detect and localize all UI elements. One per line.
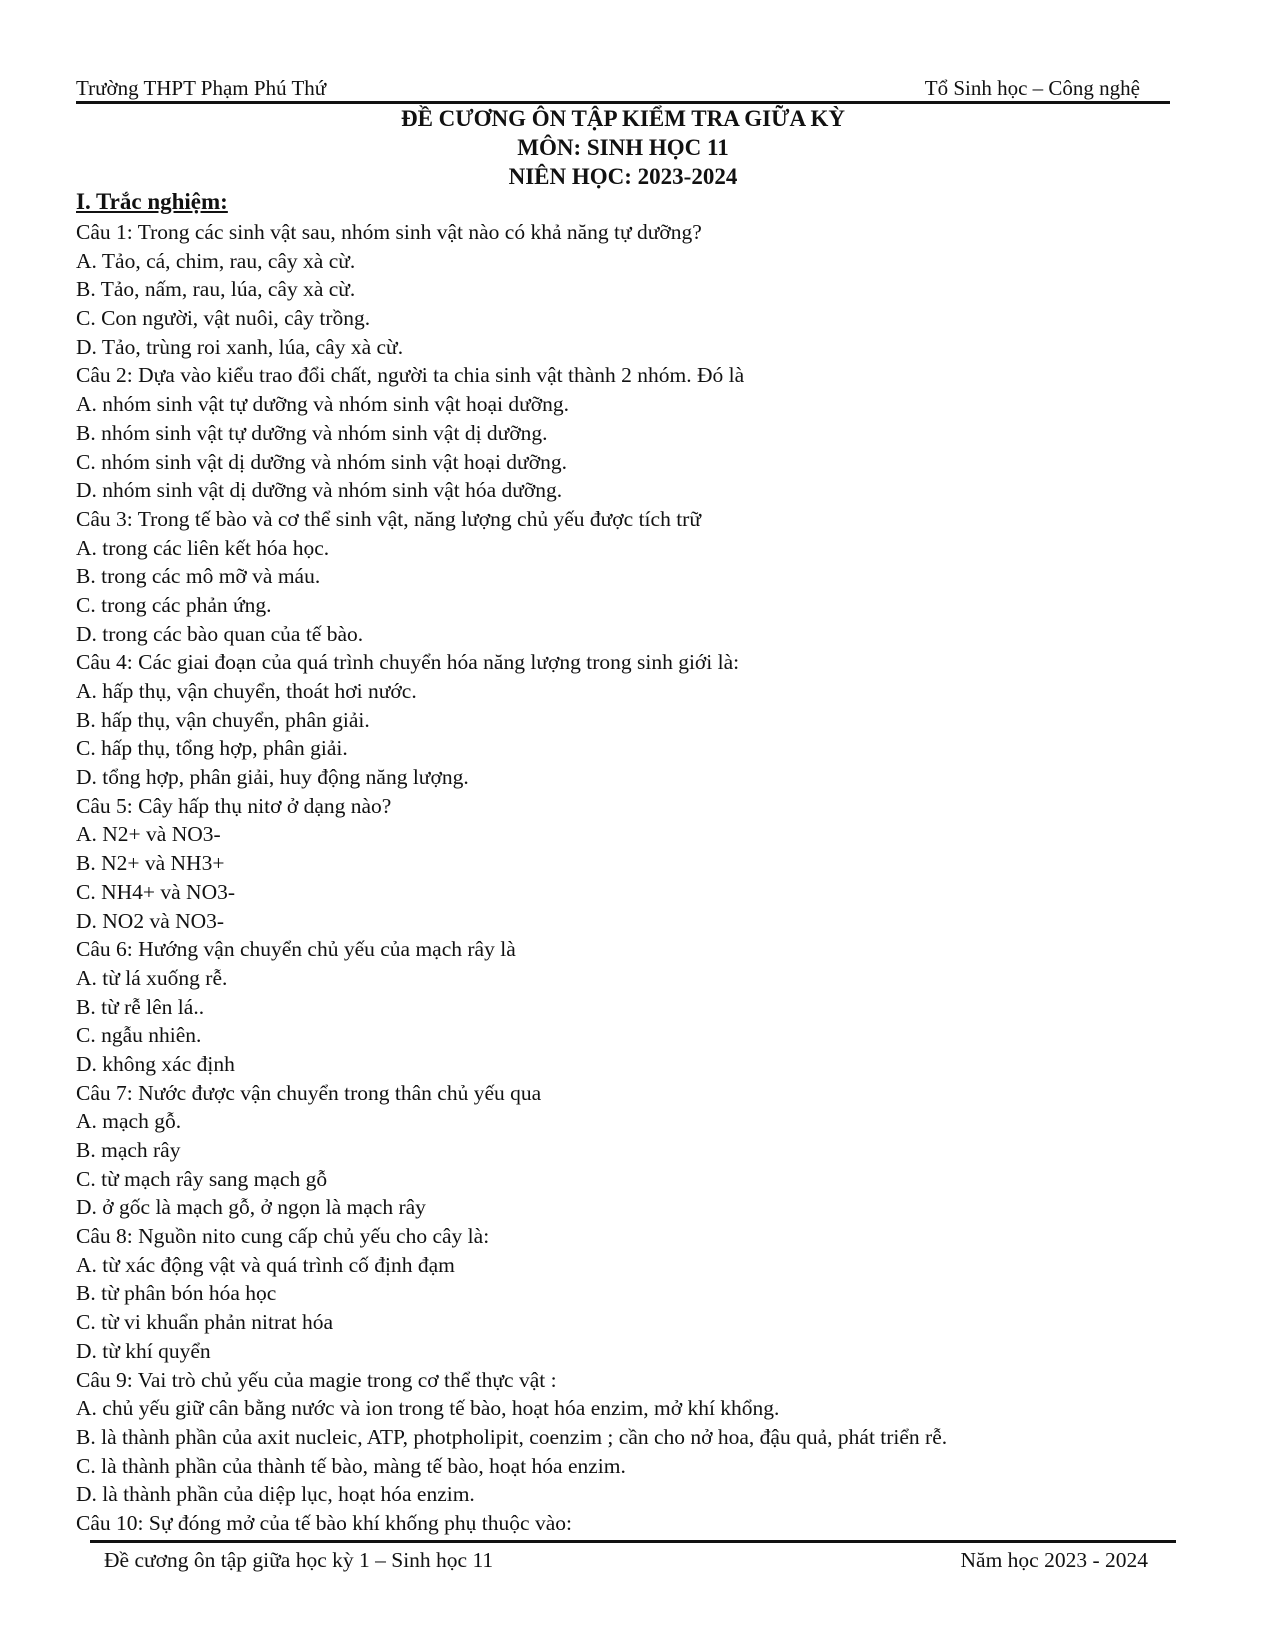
department-name: Tổ Sinh học – Công nghệ [924, 76, 1140, 100]
footer-school-year: Năm học 2023 - 2024 [960, 1548, 1148, 1572]
answer-option-line: D. tổng hợp, phân giải, huy động năng lượng. [76, 765, 469, 790]
answer-option-line: C. Con người, vật nuôi, cây trồng. [76, 306, 371, 331]
answer-option-line: D. NO2 và NO3- [76, 908, 225, 933]
answer-option-line: D. là thành phần của diệp lục, hoạt hóa enzim. [76, 1482, 475, 1507]
question-line: Câu 8: Nguồn nito cung cấp chủ yếu cho cây là: [76, 1224, 490, 1249]
answer-option-line: D. trong các bào quan của tế bào. [76, 621, 364, 646]
answer-option-line: C. hấp thụ, tổng hợp, phân giải. [76, 736, 348, 761]
answer-option-line: B. Tảo, nấm, rau, lúa, cây xà cừ. [76, 277, 356, 302]
answer-option-line: B. nhóm sinh vật tự dưỡng và nhóm sinh vật dị dưỡng. [76, 420, 548, 445]
answer-option-line: A. trong các liên kết hóa học. [76, 535, 330, 560]
answer-option-line: C. NH4+ và NO3- [76, 879, 236, 904]
question-line: Câu 3: Trong tế bào và cơ thể sinh vật, năng lượng chủ yếu được tích trữ [76, 506, 701, 531]
answer-option-line: C. trong các phản ứng. [76, 592, 272, 617]
title-line-3: NIÊN HỌC: 2023-2024 [508, 164, 738, 189]
answer-option-line: D. nhóm sinh vật dị dưỡng và nhóm sinh vật hóa dưỡng. [76, 478, 563, 503]
answer-option-line: B. là thành phần của axit nucleic, ATP, photpholipit, coenzim ; cần cho nở hoa, đậu quả, phát triển rễ. [76, 1424, 948, 1449]
answer-option-line: C. từ mạch rây sang mạch gỗ [76, 1166, 328, 1191]
footer-document-name: Đề cương ôn tập giữa học kỳ 1 – Sinh học 11 [104, 1548, 494, 1572]
answer-option-line: D. ở gốc là mạch gỗ, ở ngọn là mạch rây [76, 1195, 426, 1220]
answer-option-line: B. mạch rây [76, 1138, 181, 1162]
answer-option-line: B. trong các mô mỡ và máu. [76, 564, 321, 589]
answer-option-line: A. hấp thụ, vận chuyển, thoát hơi nước. [76, 679, 417, 703]
document-title [76, 104, 1170, 191]
question-line: Câu 4: Các giai đoạn của quá trình chuyển hóa năng lượng trong sinh giới là: [76, 650, 740, 675]
answer-option-line: B. hấp thụ, vận chuyển, phân giải. [76, 707, 370, 732]
answer-option-line: A. nhóm sinh vật tự dưỡng và nhóm sinh vật hoại dưỡng. [76, 392, 570, 417]
footer-rule [90, 1540, 1176, 1543]
title-line-2: MÔN: SINH HỌC 11 [517, 135, 729, 160]
answer-option-line: A. từ lá xuống rễ. [76, 965, 228, 990]
page-header [76, 74, 1170, 102]
answer-option-line: A. từ xác động vật và quá trình cố định đạm [76, 1252, 455, 1277]
school-name: Trường THPT Phạm Phú Thứ [76, 76, 327, 100]
question-line: Câu 10: Sự đóng mở của tế bào khí khống phụ thuộc vào: [76, 1510, 572, 1535]
question-line: Câu 9: Vai trò chủ yếu của magie trong cơ thể thực vật : [76, 1367, 557, 1392]
answer-option-line: B. từ rễ lên lá.. [76, 994, 205, 1019]
answer-option-line: C. từ vi khuẩn phản nitrat hóa [76, 1310, 334, 1335]
answer-option-line: A. mạch gỗ. [76, 1109, 182, 1134]
answer-option-line: C. ngẫu nhiên. [76, 1023, 202, 1048]
title-line-1: ĐỀ CƯƠNG ÔN TẬP KIỂM TRA GIỮA KỲ [400, 106, 846, 131]
section-heading: I. Trắc nghiệm: [76, 189, 228, 214]
question-line: Câu 1: Trong các sinh vật sau, nhóm sinh vật nào có khả năng tự dưỡng? [76, 220, 702, 244]
answer-option-line: C. là thành phần của thành tế bào, màng tế bào, hoạt hóa enzim. [76, 1453, 626, 1478]
question-line: Câu 5: Cây hấp thụ nitơ ở dạng nào? [76, 793, 392, 818]
page-footer [90, 1545, 1176, 1575]
question-line: Câu 2: Dựa vào kiểu trao đổi chất, người ta chia sinh vật thành 2 nhóm. Đó là [76, 363, 745, 388]
answer-option-line: D. không xác định [76, 1051, 235, 1076]
answer-option-line: B. N2+ và NH3+ [76, 851, 225, 876]
question-line: Câu 6: Hướng vận chuyển chủ yếu của mạch rây là [76, 937, 516, 962]
answer-option-line: D. Tảo, trùng roi xanh, lúa, cây xà cừ. [76, 334, 404, 359]
answer-option-line: A. Tảo, cá, chim, rau, cây xà cừ. [76, 248, 356, 273]
answer-option-line: C. nhóm sinh vật dị dưỡng và nhóm sinh vật hoại dưỡng. [76, 449, 567, 474]
answer-option-line: B. từ phân bón hóa học [76, 1281, 277, 1306]
answer-option-line: A. chủ yếu giữ cân bằng nước và ion trong tế bào, hoạt hóa enzim, mở khí khổng. [76, 1396, 780, 1421]
answer-option-line: D. từ khí quyển [76, 1338, 211, 1363]
answer-option-line: A. N2+ và NO3- [76, 822, 221, 847]
question-line: Câu 7: Nước được vận chuyển trong thân chủ yếu qua [76, 1080, 542, 1105]
question-list [76, 218, 1186, 1538]
